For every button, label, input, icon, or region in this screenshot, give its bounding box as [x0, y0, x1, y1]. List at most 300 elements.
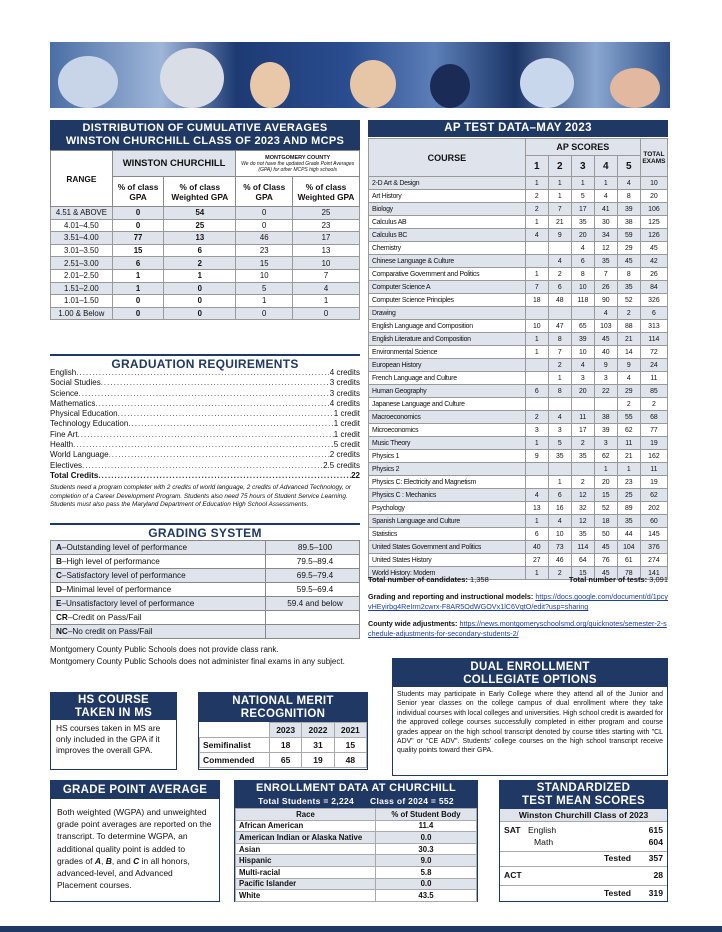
- ap-course-row: [369, 489, 668, 502]
- dual-enrollment-header: [393, 659, 667, 687]
- ap-course-row: [369, 424, 668, 437]
- score-count: 1: [525, 437, 548, 450]
- score-count: 2: [571, 476, 594, 489]
- range-cell: 1.00 & Below: [51, 307, 113, 320]
- cum-row: [51, 207, 360, 220]
- grade-row: [51, 597, 360, 611]
- score-count: 35: [571, 216, 594, 229]
- grade-desc: [51, 541, 266, 555]
- ap-course-row: [369, 359, 668, 372]
- nm-label: Commended: [200, 753, 270, 768]
- ap-course-row: [369, 255, 668, 268]
- total-exams: 313: [640, 320, 667, 333]
- grad-credits: 1 credit: [333, 419, 360, 429]
- nm-count: 48: [334, 753, 366, 768]
- score-count: 14: [617, 346, 640, 359]
- grade-letter: NC: [56, 627, 68, 636]
- score-count: 88: [617, 320, 640, 333]
- grad-subject: Science: [50, 388, 79, 398]
- col-wc-gpa: % of class GPA: [112, 177, 164, 207]
- sat-label: SAT: [504, 825, 521, 835]
- score-count: 1: [525, 515, 548, 528]
- nm-count: 31: [302, 738, 334, 753]
- score-count: 90: [594, 294, 617, 307]
- score-count: 78: [617, 567, 640, 580]
- nm-year: 2021: [334, 723, 366, 738]
- score-count: 45: [617, 255, 640, 268]
- score-count: 73: [548, 541, 571, 554]
- ap-course-row: [369, 502, 668, 515]
- act-tested-label: Tested: [603, 888, 631, 898]
- score-count: 52: [617, 294, 640, 307]
- sat-tested-value: 357: [648, 853, 663, 863]
- score-count: 89: [617, 502, 640, 515]
- score-count: 5: [571, 190, 594, 203]
- cum-row: [51, 219, 360, 232]
- grad-subject: Fine Art: [50, 429, 78, 439]
- ap-course-row: [369, 372, 668, 385]
- score-count: 1: [525, 333, 548, 346]
- score-count: 1: [525, 216, 548, 229]
- tests-label: Total number of tests:: [568, 575, 648, 584]
- race-pct: 9.0: [376, 855, 477, 867]
- score-count: 11: [617, 437, 640, 450]
- range-header: RANGE: [51, 151, 113, 207]
- course-name: Biology: [369, 203, 526, 216]
- score-count: 6: [525, 385, 548, 398]
- score-count: [525, 359, 548, 372]
- grading-models-link-block: [368, 592, 668, 612]
- course-name: Physics 2: [369, 463, 526, 476]
- course-name: Calculus BC: [369, 229, 526, 242]
- ap-course-row: [369, 437, 668, 450]
- grad-req-row: [50, 461, 360, 471]
- total-exams: 26: [640, 268, 667, 281]
- ap-course-row: [369, 541, 668, 554]
- ap-course-row: [369, 411, 668, 424]
- score-count: 7: [525, 281, 548, 294]
- score-col-header: 5: [617, 156, 640, 177]
- total-exams: 326: [640, 294, 667, 307]
- grade-range: 79.5–89.4: [266, 555, 360, 569]
- ap-course-row: [369, 333, 668, 346]
- national-merit-table: [199, 722, 367, 768]
- sat-tested-label: Tested: [603, 853, 631, 863]
- grad-req-row: [50, 419, 360, 429]
- cum-row: [51, 307, 360, 320]
- enrollment-row: [236, 855, 477, 867]
- score-count: 1: [548, 476, 571, 489]
- pct-cell: 25: [164, 219, 236, 232]
- grad-req-row: [50, 440, 360, 450]
- ap-course-row: [369, 190, 668, 203]
- ap-course-row: [369, 398, 668, 411]
- ap-course-row: [369, 242, 668, 255]
- course-name: Physics 1: [369, 450, 526, 463]
- grad-credits: 4 credits: [329, 368, 360, 377]
- range-cell: 2.01–2.50: [51, 269, 113, 282]
- score-count: 8: [571, 268, 594, 281]
- course-name: Physics C: Electricity and Magnetism: [369, 476, 526, 489]
- nm-count: 15: [334, 738, 366, 753]
- pct-header: % of Student Body: [376, 809, 477, 821]
- course-name: Computer Science A: [369, 281, 526, 294]
- nm-title-line2: RECOGNITION: [240, 707, 326, 720]
- cum-row: [51, 232, 360, 245]
- score-count: 21: [617, 333, 640, 346]
- grad-credits: 2.5 credits: [323, 460, 360, 470]
- score-count: 3: [548, 424, 571, 437]
- range-cell: 1.01–1.50: [51, 295, 113, 308]
- grad-credits: 1 credit: [333, 429, 360, 439]
- ap-course-row: [369, 307, 668, 320]
- ap-course-row: [369, 294, 668, 307]
- score-count: 44: [617, 528, 640, 541]
- pct-cell: 6: [112, 257, 164, 270]
- course-name: Microeconomics: [369, 424, 526, 437]
- grad-req-row: [50, 378, 360, 388]
- score-count: 4: [617, 372, 640, 385]
- pct-cell: 0: [293, 307, 360, 320]
- race-pct: 0.0: [376, 832, 477, 844]
- score-count: 2: [525, 203, 548, 216]
- std-title-line2: TEST MEAN SCORES: [521, 794, 645, 807]
- grade-range: [266, 625, 360, 639]
- range-cell: 3.51–4.00: [51, 232, 113, 245]
- dual-title-line2: COLLEGIATE OPTIONS: [463, 673, 597, 686]
- total-exams: 45: [640, 242, 667, 255]
- total-exams: 84: [640, 281, 667, 294]
- score-count: 40: [525, 541, 548, 554]
- score-count: [525, 307, 548, 320]
- score-count: 22: [594, 385, 617, 398]
- nm-row: [200, 738, 367, 753]
- grade-row: [51, 611, 360, 625]
- leader-dots: [101, 378, 330, 388]
- ap-course-row: [369, 216, 668, 229]
- race-pct: 11.4: [376, 820, 477, 832]
- cumulative-averages-table: [50, 150, 360, 320]
- pct-cell: 0: [112, 219, 164, 232]
- grade-desc: [51, 597, 266, 611]
- score-count: 7: [548, 203, 571, 216]
- leader-dots: [98, 471, 351, 481]
- gpa-header: GRADE POINT AVERAGE: [51, 781, 219, 799]
- score-count: 1: [594, 463, 617, 476]
- score-count: [571, 398, 594, 411]
- grad-credits: 2 credits: [329, 450, 360, 460]
- act-value: 28: [653, 870, 663, 880]
- grad-credits: 1 credit: [333, 409, 360, 419]
- total-exams: 19: [640, 437, 667, 450]
- score-count: 30: [594, 216, 617, 229]
- score-count: 2: [617, 398, 640, 411]
- ap-test-table: [368, 138, 668, 580]
- race-header: Race: [236, 809, 376, 821]
- pct-cell: 10: [236, 269, 293, 282]
- enrollment-title: ENROLLMENT DATA AT CHURCHILL: [255, 782, 457, 794]
- score-count: [525, 255, 548, 268]
- score-count: 10: [571, 281, 594, 294]
- nm-count: 19: [302, 753, 334, 768]
- total-exams: 376: [640, 541, 667, 554]
- total-exams: 19: [640, 476, 667, 489]
- course-name: Psychology: [369, 502, 526, 515]
- leader-dots: [128, 419, 333, 429]
- score-count: 4: [617, 177, 640, 190]
- leader-dots: [78, 389, 329, 399]
- grad-subject: World Language: [50, 450, 109, 460]
- ap-course-row: [369, 320, 668, 333]
- race-pct: 30.3: [376, 843, 477, 855]
- leader-dots: [95, 399, 329, 409]
- grade-text: –High level of performance: [61, 557, 160, 566]
- standardized-header: [500, 781, 667, 809]
- score-count: 76: [594, 554, 617, 567]
- score-count: 15: [594, 489, 617, 502]
- sat-math-label: Math: [534, 837, 554, 847]
- score-count: 1: [548, 190, 571, 203]
- grade-row: [51, 555, 360, 569]
- grading-models-link[interactable]: https://docs.google.com/document/d/1pcyvHEyirbg4ReIrm2cwrx-F8AR5OdWGOVx1lC6VqtO/edit?usp=sharing: [368, 592, 668, 611]
- score-count: 29: [617, 385, 640, 398]
- score-count: 12: [571, 489, 594, 502]
- score-count: 17: [571, 203, 594, 216]
- score-count: 1: [548, 372, 571, 385]
- score-count: 39: [594, 424, 617, 437]
- col-wc-wgpa: % of class Weighted GPA: [164, 177, 236, 207]
- score-count: 103: [594, 320, 617, 333]
- grade-row: [51, 583, 360, 597]
- course-name: Calculus AB: [369, 216, 526, 229]
- score-count: 4: [594, 307, 617, 320]
- total-exams: 2: [640, 398, 667, 411]
- leader-dots: [82, 461, 323, 471]
- score-count: [594, 398, 617, 411]
- hs-course-text: HS courses taken in MS are only included in the GPA if it improves the overall GPA.: [56, 723, 161, 755]
- score-count: 12: [594, 242, 617, 255]
- pct-cell: 0: [236, 207, 293, 220]
- grade-text: –Satisfactory level of performance: [61, 571, 186, 580]
- pct-cell: 0: [236, 219, 293, 232]
- grade-letter: B: [56, 557, 62, 566]
- score-count: 18: [525, 294, 548, 307]
- score-count: 9: [594, 359, 617, 372]
- ap-course-row: [369, 203, 668, 216]
- score-count: 4: [594, 190, 617, 203]
- score-count: 4: [571, 359, 594, 372]
- total-exams: 20: [640, 190, 667, 203]
- course-name: Chemistry: [369, 242, 526, 255]
- total-exams: 274: [640, 554, 667, 567]
- race-pct: 0.0: [376, 878, 477, 890]
- grade-desc: [51, 611, 266, 625]
- grad-subject: Mathematics: [50, 398, 96, 408]
- pct-cell: 2: [164, 257, 236, 270]
- cum-title-line2: WINSTON CHURCHILL CLASS OF 2023 AND MCPS: [65, 135, 345, 147]
- total-exams-header: TOTAL EXAMS: [640, 139, 667, 177]
- total-exams: 68: [640, 411, 667, 424]
- grad-subject: Total Credits: [50, 470, 99, 480]
- score-count: 10: [548, 528, 571, 541]
- std-title-line1: STANDARDIZED: [536, 782, 631, 794]
- ap-course-row: [369, 281, 668, 294]
- pct-cell: 0: [164, 295, 236, 308]
- ap-course-row: [369, 229, 668, 242]
- score-count: 59: [617, 229, 640, 242]
- score-count: [525, 372, 548, 385]
- grading-notes: [50, 644, 370, 668]
- grade-text: –Credit on Pass/Fail: [67, 613, 142, 622]
- cum-row: [51, 295, 360, 308]
- score-count: 2: [525, 190, 548, 203]
- pct-cell: 17: [293, 232, 360, 245]
- pct-cell: 1: [112, 282, 164, 295]
- grad-credits: 22: [351, 470, 360, 480]
- total-exams: 11: [640, 463, 667, 476]
- grad-req-row: [50, 450, 360, 460]
- grading-system-table: [50, 540, 360, 639]
- county-adjustments-link[interactable]: https://news.montgomeryschoolsmd.org/quicknotes/semester-2-schedule-adjustments-for-secondary-students-2/: [368, 619, 667, 638]
- score-count: 61: [617, 554, 640, 567]
- score-count: 3: [571, 372, 594, 385]
- score-count: 13: [525, 502, 548, 515]
- score-count: 39: [571, 333, 594, 346]
- score-count: 25: [617, 489, 640, 502]
- score-count: 27: [525, 554, 548, 567]
- pct-cell: 15: [236, 257, 293, 270]
- pct-cell: 0: [112, 307, 164, 320]
- course-name: World History: Modern: [369, 567, 526, 580]
- score-count: 8: [548, 333, 571, 346]
- score-count: 2: [548, 268, 571, 281]
- score-count: 40: [594, 346, 617, 359]
- score-count: 35: [571, 450, 594, 463]
- pct-cell: 1: [236, 295, 293, 308]
- score-count: 20: [571, 229, 594, 242]
- nm-title-line1: NATIONAL MERIT: [232, 695, 334, 707]
- pct-cell: 4: [293, 282, 360, 295]
- course-name: English Literature and Composition: [369, 333, 526, 346]
- pct-cell: 10: [293, 257, 360, 270]
- grade-text: –No credit on Pass/Fail: [67, 627, 153, 636]
- score-count: 6: [571, 255, 594, 268]
- final-exams-note: Montgomery County Public Schools does not administer final exams in any subject.: [50, 657, 345, 666]
- ap-scores-header: AP SCORES: [525, 139, 640, 156]
- score-count: 1: [617, 463, 640, 476]
- grade-range: 69.5–79.4: [266, 569, 360, 583]
- grade-range: 59.5–69.4: [266, 583, 360, 597]
- race-pct: 5.8: [376, 866, 477, 878]
- pct-cell: 1: [293, 295, 360, 308]
- enrollment-row: [236, 820, 477, 832]
- enrollment-row: [236, 866, 477, 878]
- enrollment-header: [235, 781, 477, 808]
- score-count: [571, 307, 594, 320]
- pct-cell: 15: [112, 244, 164, 257]
- ap-course-row: [369, 177, 668, 190]
- nm-count: 18: [270, 738, 302, 753]
- std-scores: [500, 822, 667, 901]
- score-count: 9: [617, 359, 640, 372]
- leader-dots: [118, 409, 334, 419]
- dual-enrollment-box: [392, 658, 668, 776]
- standardized-box: [499, 780, 668, 902]
- enrollment-row: [236, 878, 477, 890]
- score-count: [525, 242, 548, 255]
- score-col-header: 3: [571, 156, 594, 177]
- nm-year: 2023: [270, 723, 302, 738]
- score-count: 6: [548, 281, 571, 294]
- race-pct: 43.5: [376, 890, 477, 902]
- score-count: 4: [548, 255, 571, 268]
- score-count: [525, 476, 548, 489]
- course-name: Human Geography: [369, 385, 526, 398]
- pct-cell: 13: [164, 232, 236, 245]
- grade-letter: CR: [56, 613, 68, 622]
- grade-letter: D: [56, 585, 62, 594]
- grad-req-row: [50, 430, 360, 440]
- score-count: 48: [548, 294, 571, 307]
- col-mc-wgpa: % of class Weighted GPA: [293, 177, 360, 207]
- score-count: 4: [548, 515, 571, 528]
- score-count: [525, 463, 548, 476]
- course-name: Music Theory: [369, 437, 526, 450]
- pct-cell: 54: [164, 207, 236, 220]
- total-exams: 162: [640, 450, 667, 463]
- ap-course-row: [369, 385, 668, 398]
- score-count: [548, 463, 571, 476]
- grad-credits: .5 credit: [331, 440, 360, 450]
- pct-cell: 25: [293, 207, 360, 220]
- grade-letter: A: [56, 543, 62, 552]
- ap-course-row: [369, 476, 668, 489]
- grade-text: –Outstanding level of performance: [61, 543, 188, 552]
- score-count: 50: [594, 528, 617, 541]
- class-rank-note: Montgomery County Public Schools does not provide class rank.: [50, 645, 279, 654]
- score-count: 16: [548, 502, 571, 515]
- score-count: 21: [548, 216, 571, 229]
- hs-title-line1: HS COURSE: [77, 694, 150, 706]
- score-count: 35: [571, 528, 594, 541]
- grad-subject: Technology Education: [50, 419, 129, 429]
- candidates-value: 1,358: [469, 575, 489, 584]
- pct-cell: 13: [293, 244, 360, 257]
- score-count: 7: [548, 346, 571, 359]
- grad-req-row: [50, 368, 360, 378]
- enrollment-row: [236, 890, 477, 902]
- total-exams: 62: [640, 489, 667, 502]
- header-photo-collage: [50, 42, 670, 108]
- cum-row: [51, 257, 360, 270]
- score-count: 3: [594, 372, 617, 385]
- score-count: 39: [617, 203, 640, 216]
- score-count: 114: [571, 541, 594, 554]
- score-count: 10: [571, 346, 594, 359]
- course-name: Physics C : Mechanics: [369, 489, 526, 502]
- score-count: 17: [571, 424, 594, 437]
- course-name: Spanish Language and Culture: [369, 515, 526, 528]
- enrollment-box: [234, 780, 478, 902]
- pct-cell: 1: [112, 269, 164, 282]
- pct-cell: 77: [112, 232, 164, 245]
- grade-range: 89.5–100: [266, 541, 360, 555]
- race-cell: African American: [236, 820, 376, 832]
- grade-row: [51, 541, 360, 555]
- sat-english-value: 615: [648, 825, 663, 835]
- score-count: 29: [617, 242, 640, 255]
- score-count: 2: [571, 437, 594, 450]
